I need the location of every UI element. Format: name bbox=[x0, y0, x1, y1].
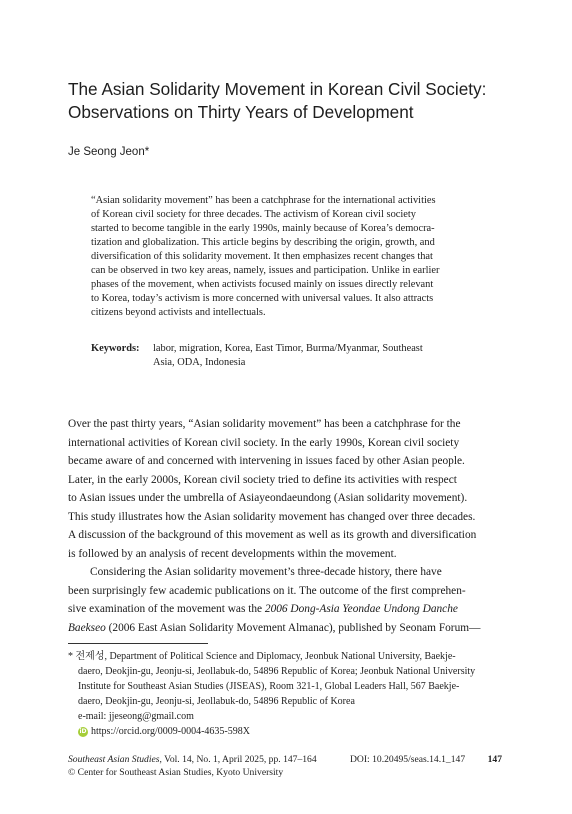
body-line bbox=[68, 600, 502, 619]
keywords-line: Asia, ODA, Indonesia bbox=[153, 357, 246, 368]
body-line: became aware of and concerned with intervening in issues faced by other Asian people. bbox=[68, 455, 465, 467]
abstract-line: started to become tangible in the early 1990s, mainly because of Korea’s democra- bbox=[91, 223, 435, 234]
footnote-text: 전제성, Department of Political Science and Diplomacy, Jeonbuk National University, Baekje- bbox=[75, 651, 456, 662]
footnote-rule bbox=[68, 643, 208, 644]
abstract-line: diversification of this solidarity movement. It then emphasizes recent changes that bbox=[91, 251, 433, 262]
body-line: Later, in the early 2000s, Korean civil society tried to define its activities with respect bbox=[68, 473, 457, 486]
abstract-line: “Asian solidarity movement” has been a catchphrase for the international activities bbox=[91, 195, 436, 206]
footnote-line bbox=[68, 649, 508, 664]
footnote-line: daero, Deokjin-gu, Jeonju-si, Jeollabuk-do, 54896 Republic of Korea bbox=[78, 696, 355, 707]
keywords-label: Keywords: bbox=[91, 343, 140, 354]
article-title bbox=[68, 78, 508, 124]
book-title: 2006 Dong-Asia Yeondae Undong Danche bbox=[264, 603, 458, 615]
abstract-line: phases of the movement, when activists focused mainly on issues directly relevant bbox=[91, 279, 434, 290]
abstract-line: citizens beyond activists and intellectuals. bbox=[91, 307, 266, 318]
author-name: Je Seong Jeon* bbox=[68, 146, 150, 158]
body-line: A discussion of the background of this movement as well as its growth and diversification bbox=[68, 529, 477, 541]
body-text bbox=[68, 415, 502, 637]
abstract-line: of Korean civil society for three decades. The activism of Korean civil society bbox=[91, 209, 416, 220]
body-line: Over the past thirty years, “Asian solidarity movement” has been a catchphrase for the bbox=[68, 418, 461, 430]
abstract-line: can be observed in two key areas, namely, issues and participation. Unlike in earlier bbox=[91, 265, 440, 276]
footnote-line: Institute for Southeast Asian Studies (JISEAS), Room 321-1, Global Leaders Hall, 567 Baekje- bbox=[78, 681, 460, 692]
body-line: Considering the Asian solidarity movement’s three-decade history, there have bbox=[90, 566, 442, 578]
body-line: This study illustrates how the Asian solidarity movement has changed over three decades. bbox=[68, 510, 476, 523]
keywords-list bbox=[153, 342, 423, 370]
copyright: © Center for Southeast Asian Studies, Kyoto University bbox=[68, 767, 284, 778]
footnote bbox=[68, 649, 508, 739]
body-line bbox=[68, 619, 502, 638]
book-title: Baekseo bbox=[68, 621, 106, 634]
doi[interactable]: DOI: 10.20495/seas.14.1_147 bbox=[350, 754, 466, 765]
keywords-line: labor, migration, Korea, East Timor, Burma/Myanmar, Southeast bbox=[153, 343, 423, 354]
page-footer bbox=[68, 753, 502, 779]
body-text-run: (2006 East Asian Solidarity Movement Almanac), published by Seonam Forum— bbox=[105, 621, 481, 634]
body-line: been surprisingly few academic publications on it. The outcome of the first comprehen- bbox=[68, 584, 466, 597]
journal-citation bbox=[68, 753, 317, 766]
orcid-link[interactable]: https://orcid.org/0009-0004-4635-598X bbox=[91, 726, 250, 737]
body-line: to Asian issues under the umbrella of Asiayeondaeundong (Asian solidarity movement). bbox=[68, 492, 468, 504]
abstract-line: to Korea, today’s activism is more concerned with universal values. It also attracts bbox=[91, 293, 434, 304]
footnote-line: daero, Deokjin-gu, Jeonju-si, Jeollabuk-do, 54896 Republic of Korea; Jeonbuk National University bbox=[78, 666, 476, 677]
abstract-line: tization and globalization. This article begins by describing the origin, growth, and bbox=[91, 237, 435, 248]
body-line: is followed by an analysis of recent developments within the movement. bbox=[68, 547, 397, 560]
page-number: 147 bbox=[487, 754, 502, 765]
title-line: Observations on Thirty Years of Development bbox=[68, 102, 414, 122]
footnote-marker: * bbox=[68, 651, 73, 662]
body-text-run: sive examination of the movement was the bbox=[68, 603, 265, 615]
abstract bbox=[91, 194, 491, 320]
email-line[interactable]: e-mail: jjeseong@gmail.com bbox=[78, 711, 194, 722]
orcid-line bbox=[68, 724, 508, 739]
journal-name: Southeast Asian Studies bbox=[68, 754, 160, 765]
journal-details: , Vol. 14, No. 1, April 2025, pp. 147–164 bbox=[159, 754, 317, 765]
body-line: international activities of Korean civil society. In the early 1990s, Korean civil society bbox=[68, 436, 460, 449]
title-line: The Asian Solidarity Movement in Korean Civil Society: bbox=[68, 79, 487, 99]
orcid-icon: iD bbox=[79, 727, 87, 735]
